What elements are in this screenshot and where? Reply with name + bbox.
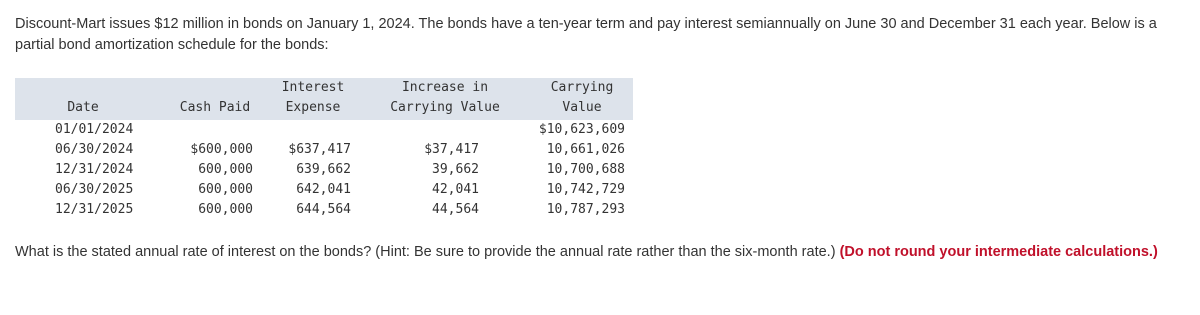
date-cell: 12/31/2025 <box>55 202 134 217</box>
carrying-value-cell: 10,742,729 <box>546 182 625 197</box>
carrying-value-cell: 10,787,293 <box>546 202 625 217</box>
table-row <box>15 120 633 140</box>
header-cash-paid: Cash Paid <box>179 100 251 115</box>
date-cell: 01/01/2024 <box>55 122 134 137</box>
increase-cell: 42,041 <box>432 182 479 197</box>
header-interest-expense-line2: Expense <box>285 100 341 115</box>
table-row <box>15 200 633 220</box>
header-interest-expense-line1: Interest <box>281 80 345 95</box>
cash-paid-cell: 600,000 <box>198 182 253 197</box>
interest-expense-cell: 639,662 <box>296 162 351 177</box>
carrying-value-cell: 10,661,026 <box>546 142 625 157</box>
header-carrying-value-line2: Value <box>562 100 602 115</box>
header-carrying-value-line1: Carrying <box>550 80 614 95</box>
table-row <box>15 180 633 200</box>
interest-expense-cell: 644,564 <box>296 202 351 217</box>
interest-expense-cell: 642,041 <box>296 182 351 197</box>
increase-cell: 44,564 <box>432 202 479 217</box>
header-increase-line1: Increase in <box>401 80 489 95</box>
cash-paid-cell: $600,000 <box>190 142 253 157</box>
table-row <box>15 160 633 180</box>
question-text <box>15 242 1190 263</box>
increase-cell: $37,417 <box>424 142 479 157</box>
table-row <box>15 140 633 160</box>
carrying-value-cell: $10,623,609 <box>538 122 625 137</box>
rounding-instruction: (Do not round your intermediate calculations.) <box>839 244 1158 260</box>
amortization-table <box>15 78 633 220</box>
cash-paid-cell: 600,000 <box>198 162 253 177</box>
problem-statement: Discount-Mart issues $12 million in bonds on January 1, 2024. The bonds have a ten-year term and pay interest semiannually on June 30 and December 31 each year. Below is a partial bond amortization schedule for the bonds: <box>15 16 1157 53</box>
question-prompt: What is the stated annual rate of interest on the bonds? (Hint: Be sure to provide the annual rate rather than the six-month rate.) <box>15 244 840 260</box>
date-cell: 12/31/2024 <box>55 162 134 177</box>
header-date: Date <box>67 100 99 115</box>
table-header <box>15 78 633 120</box>
increase-cell: 39,662 <box>432 162 479 177</box>
interest-expense-cell: $637,417 <box>288 142 351 157</box>
cash-paid-cell: 600,000 <box>198 202 253 217</box>
date-cell: 06/30/2024 <box>55 142 134 157</box>
carrying-value-cell: 10,700,688 <box>546 162 625 177</box>
date-cell: 06/30/2025 <box>55 182 134 197</box>
header-increase-line2: Carrying Value <box>390 100 500 115</box>
